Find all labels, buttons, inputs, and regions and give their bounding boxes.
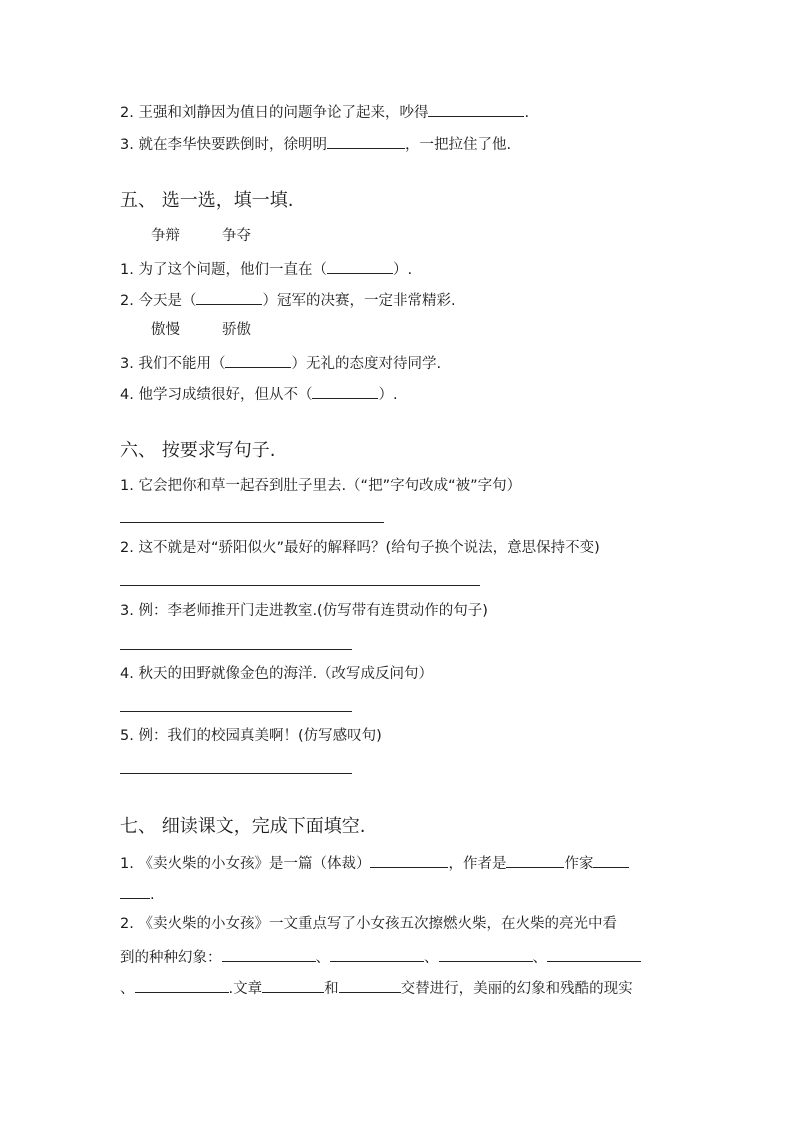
section6-heading: 六、 按要求写句子. xyxy=(120,440,276,461)
section6-question-3: 3. 例：李老师推开门走进教室.(仿写带有连贯动作的句子) xyxy=(120,603,488,619)
answer-blank[interactable] xyxy=(225,352,291,368)
answer-blank[interactable] xyxy=(506,852,564,868)
word-option: 骄傲 xyxy=(222,322,251,338)
section7-question-2-line3: 、 .文章 和 交替进行，美丽的幻象和残酷的现实 xyxy=(120,977,633,999)
answer-blank[interactable] xyxy=(196,289,262,305)
word-option: 争夺 xyxy=(222,228,251,244)
answer-blank[interactable] xyxy=(327,258,393,274)
section7-question-1-continued: . xyxy=(120,883,155,905)
answer-line[interactable] xyxy=(120,649,352,650)
answer-blank[interactable] xyxy=(222,946,316,962)
section4-question-3: 3. 就在李华快要跌倒时，徐明明 ，一把拉住了他. xyxy=(120,133,511,155)
answer-blank[interactable] xyxy=(593,852,629,868)
answer-blank[interactable] xyxy=(135,977,229,993)
section6-question-4: 4. 秋天的田野就像金色的海洋.（改写成反问句） xyxy=(120,666,434,682)
section5-question-1: 1. 为了这个问题，他们一直在（ ）. xyxy=(120,258,412,280)
section5-question-3: 3. 我们不能用（ ）无礼的态度对待同学. xyxy=(120,352,441,374)
section6-question-2: 2. 这不就是对“骄阳似火”最好的解释吗？(给句子换个说法，意思保持不变) xyxy=(120,540,600,556)
word-option: 傲慢 xyxy=(151,322,180,338)
answer-blank[interactable] xyxy=(120,883,150,899)
section5-question-4: 4. 他学习成绩很好，但从不（ ）. xyxy=(120,383,398,405)
answer-line[interactable] xyxy=(120,711,352,712)
answer-blank[interactable] xyxy=(370,852,448,868)
answer-line[interactable] xyxy=(120,585,480,586)
answer-line[interactable] xyxy=(120,522,384,523)
answer-blank[interactable] xyxy=(428,101,524,117)
section6-question-1: 1. 它会把你和草一起吞到肚子里去.（“把”字句改成“被”字句） xyxy=(120,478,522,494)
answer-blank[interactable] xyxy=(262,977,324,993)
word-choice-pair-1 xyxy=(151,226,251,246)
section6-question-5: 5. 例：我们的校园真美啊！(仿写感叹句) xyxy=(120,728,382,744)
section7-question-2-line2: 到的种种幻象： 、 、 、 xyxy=(120,946,641,968)
answer-blank[interactable] xyxy=(312,383,378,399)
answer-blank[interactable] xyxy=(339,977,401,993)
answer-blank[interactable] xyxy=(327,133,405,149)
word-option: 争辩 xyxy=(151,228,180,244)
answer-line[interactable] xyxy=(120,773,352,774)
answer-blank[interactable] xyxy=(439,946,533,962)
answer-blank[interactable] xyxy=(330,946,424,962)
section5-question-2: 2. 今天是（ ）冠军的决赛，一定非常精彩. xyxy=(120,289,456,311)
section5-heading: 五、 选一选，填一填. xyxy=(120,190,294,211)
section7-question-2-line1: 2. 《卖火柴的小女孩》一文重点写了小女孩五次擦燃火柴，在火柴的亮光中看 xyxy=(120,916,617,932)
word-choice-pair-2 xyxy=(151,320,251,340)
section4-question-2: 2. 王强和刘静因为值日的问题争论了起来，吵得 . xyxy=(120,101,529,123)
answer-blank[interactable] xyxy=(547,946,641,962)
section7-question-1: 1. 《卖火柴的小女孩》是一篇（体裁） ，作者是 作家 xyxy=(120,852,629,874)
section7-heading: 七、 细读课文，完成下面填空. xyxy=(120,816,366,837)
